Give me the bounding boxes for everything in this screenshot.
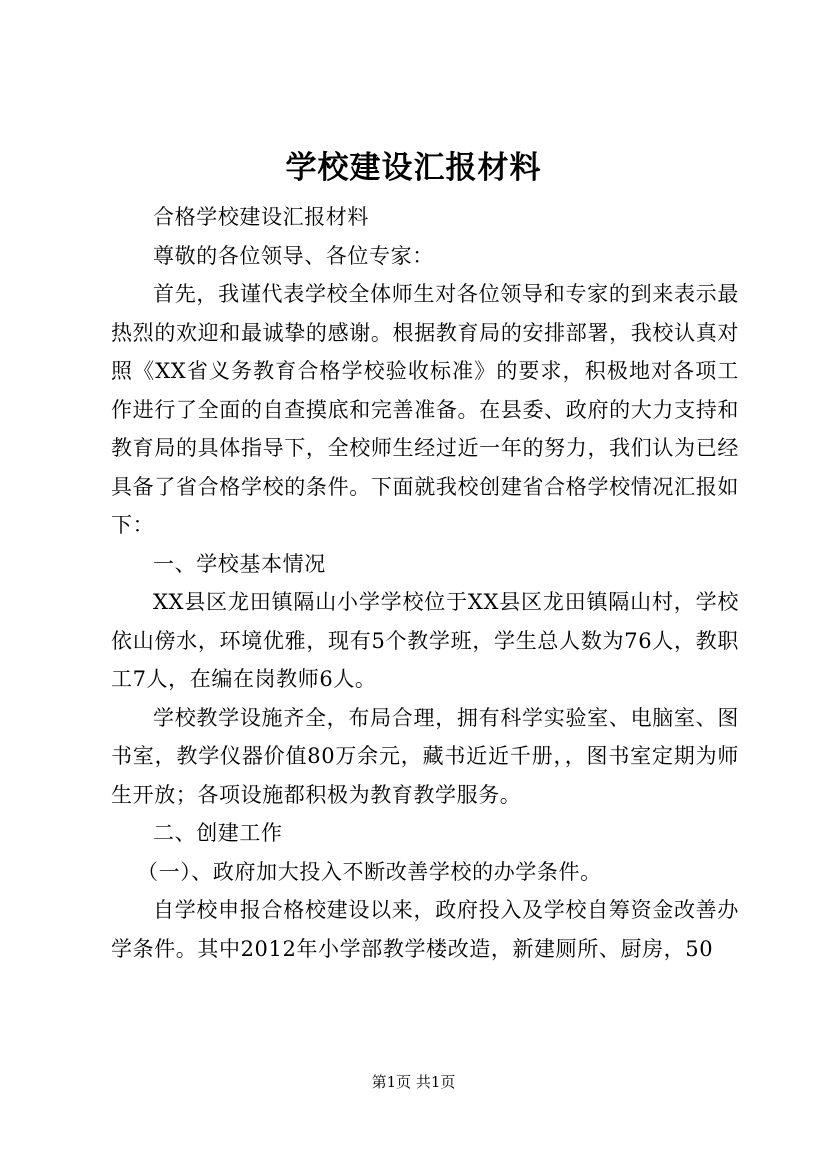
document-body [111,198,739,968]
document-title: 学校建设汇报材料 [285,150,542,186]
school-location-paragraph: XX县区龙田镇隔山小学学校位于XX县区龙田镇隔山村，学校依山傍水，环境优雅，现有5个教学班，学生总人数为76人，教职工7人，在编在岗教师6人。 [111,590,739,691]
page-number-footer: 第1页 共1页 [371,1073,456,1091]
facilities-paragraph: 学校教学设施齐全，布局合理，拥有科学实验室、电脑室、图书室，教学仪器价值80万余元，藏书近近千册，，图书室定期为师生开放；各项设施都积极为教育教学服务。 [111,705,739,807]
section-heading-creation-work: 二、创建工作 [153,821,283,845]
intro-paragraph: 首先，我谨代表学校全体师生对各位领导和专家的到来表示最热烈的欢迎和最诚挚的感谢。根据教育局的安排部署，我校认真对照《XX省义务教育合格学校验收标准》的要求，积极地对各项工作进行了全面的自查摸底和完善准备。在县委、政府的大力支持和教育局的具体指导下，全校师生经过近一年的努力，我们认为已经具备了省合格学校的条件。下面就我校创建省合格学校情况汇报如下： [111,282,739,537]
subtitle-paragraph: 合格学校建设汇报材料 [153,205,369,229]
subsection-heading-government-investment: （一）、政府加大投入不断改善学校的办学条件。 [137,859,602,884]
investment-paragraph: 自学校申报合格校建设以来，政府投入及学校自筹资金改善办学条件。其中2012年小学部教学楼改造，新建厕所、厨房，50 [111,898,739,961]
salutation-paragraph: 尊敬的各位领导、各位专家： [153,243,434,268]
section-heading-basic-info: 一、学校基本情况 [153,551,326,576]
